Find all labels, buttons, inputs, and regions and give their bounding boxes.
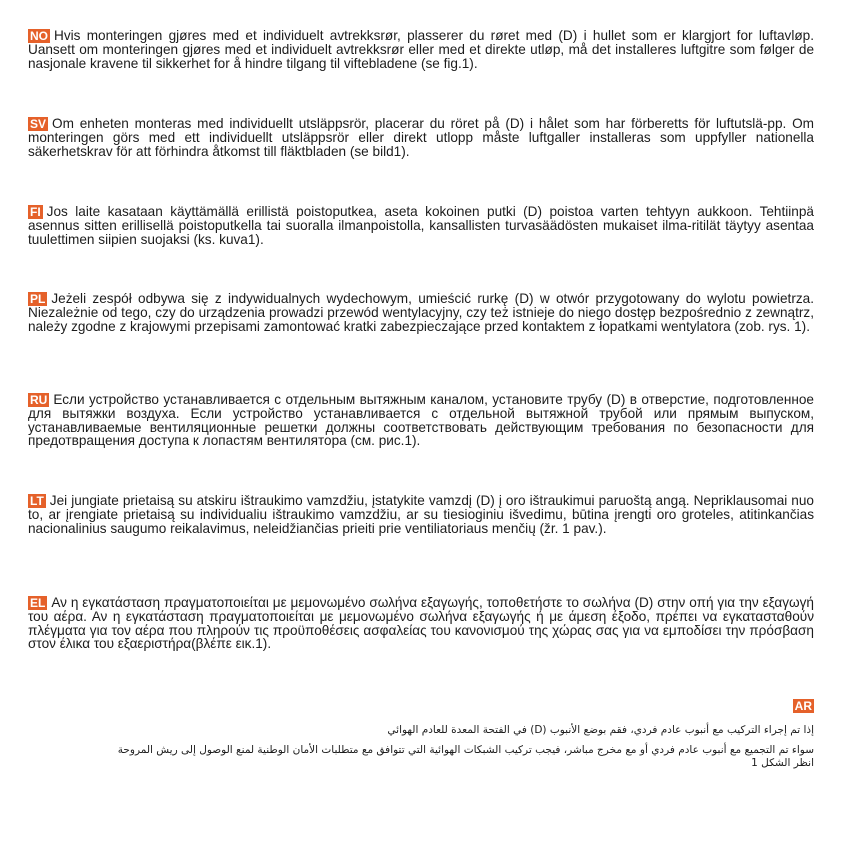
section-ar-line1 xyxy=(28,724,814,737)
section-el xyxy=(28,596,814,651)
section-text-ru: Если устройство устанавливается с отдельным вытяжным каналом, установите трубу (D) в отверстие, подготовленное для вытяжки воздуха. Если устройство устанавливается с отдельной вытяжной трубой или прямым выпуском, устанавливаемые вентиляционные решетки должны соответствовать действующим требования по безопасности для предотвращения доступа к лопастям вентилятора (см. рис.1). xyxy=(28,392,814,449)
section-text-no: Hvis monteringen gjøres med et individuelt avtrekksrør, plasserer du røret med (D) i hullet som er klargjort for luftavløp. Uansett om monteringen gjøres med et individuelt avtrekksrør eller med et direkte utløp, må det installeres luftgitre som følger de nasjonale kravene til sikkerhet for å hindre tilgang til viftebladene (se fig.1). xyxy=(28,28,814,71)
language-badge-lt: LT xyxy=(30,494,44,508)
language-badge-fi: FI xyxy=(30,205,41,219)
section-text-ar-line1: إذا تم إجراء التركيب مع أنبوب عادم فردي، فقم بوضع الأنبوب (D) في الفتحة المعدة للعادم الهوائي xyxy=(387,724,814,736)
section-text-fi: Jos laite kasataan käyttämällä erillistä poistoputkea, aseta kokoinen putki (D) poistoa varten tehtyyn aukkoon. Tehtiinpä asennus sitten erillisellä poistoputkella tai suoralla ilmanpoistolla, kansallisten turvasäädösten mukaiset ilma-ritilät täytyy asentaa tuulettimen siipien suojaksi (ks. kuva1). xyxy=(28,204,814,247)
language-badge-ar-wrapper xyxy=(793,697,814,715)
section-ru xyxy=(28,393,814,448)
language-badge-ar: AR xyxy=(794,699,812,713)
section-sv xyxy=(28,117,814,158)
section-text-lt: Jei jungiate prietaisą su atskiru ištraukimo vamzdžiu, įstatykite vamzdį (D) į oro ištraukimui paruoštą angą. Nepriklausomai nuo to, ar įrengiate prietaisą su individualiu ištraukimo vamzdžiu, ar su tiesioginiu išvedimu, būtina įrengti oro groteles, atitinkančias nacionalinius saugumo reikalavimus, neleidžiančias prieiti prie ventiliatoriaus menčių (žr. 1 pav.). xyxy=(28,493,814,536)
language-badge-ru: RU xyxy=(30,393,48,407)
language-badge-sv: SV xyxy=(30,117,47,131)
section-text-sv: Om enheten monteras med individuellt utsläppsrör, placerar du röret på (D) i hålet som har förberetts för luftutslä-pp. Om monteringen görs med ett individuellt utsläppsrör eller direkt utlopp måste luftgaller installeras som uppfyller nationella säkerhetskrav för att förhindra åtkomst till fläktbladen (se bild1). xyxy=(28,116,814,159)
section-lt xyxy=(28,494,814,535)
section-no xyxy=(28,29,814,70)
language-badge-el: EL xyxy=(30,596,46,610)
section-text-ar-line3: انظر الشكل 1 xyxy=(751,757,814,769)
language-badge-no: NO xyxy=(30,29,48,43)
section-text-pl: Jeżeli zespół odbywa się z indywidualnych wydechowym, umieścić rurkę (D) w otwór przygotowany do wylotu powietrza. Niezależnie od tego, czy do urządzenia prowadzi przewód wentylacyjny, czy też istnieje do niego dostęp bezpośrednio z zewnątrz, należy zgodne z krajowymi przepisami zamontować kratki zabezpieczające przed kontaktem z łopatkami wentylatora (zob. rys. 1). xyxy=(28,291,814,334)
section-text-ar-line2: سواء تم التجميع مع أنبوب عادم فردي أو مع مخرج مباشر، فيجب تركيب الشبكات الهوائية التي تتوافق مع متطلبات الأمان الوطنية لمنع الوصول إلى ريش المروحة xyxy=(117,744,814,756)
section-ar-body xyxy=(28,744,814,770)
section-fi xyxy=(28,205,814,246)
section-pl xyxy=(28,292,814,333)
section-text-el: Αν η εγκατάσταση πραγματοποιείται με μεμονωμένο σωλήνα εξαγωγής, τοποθετήστε το σωλήνα (D) στην οπή για την εξαγωγή του αέρα. Αν η εγκατάσταση πραγματοποιείται με μεμονωμένο σωλήνα εξαγωγής ή με άμεση έξοδο, πρέπει να εγκατασταθούν πλέγματα για τον αέρα που πληρούν τις προϋποθέσεις ασφαλείας του κανονισμού της χώρας σας για να εμποδίσει την πρόσβαση στον έλικα του εξαεριστήρα(βλέπε εικ.1). xyxy=(28,595,814,652)
language-badge-pl: PL xyxy=(30,292,46,306)
